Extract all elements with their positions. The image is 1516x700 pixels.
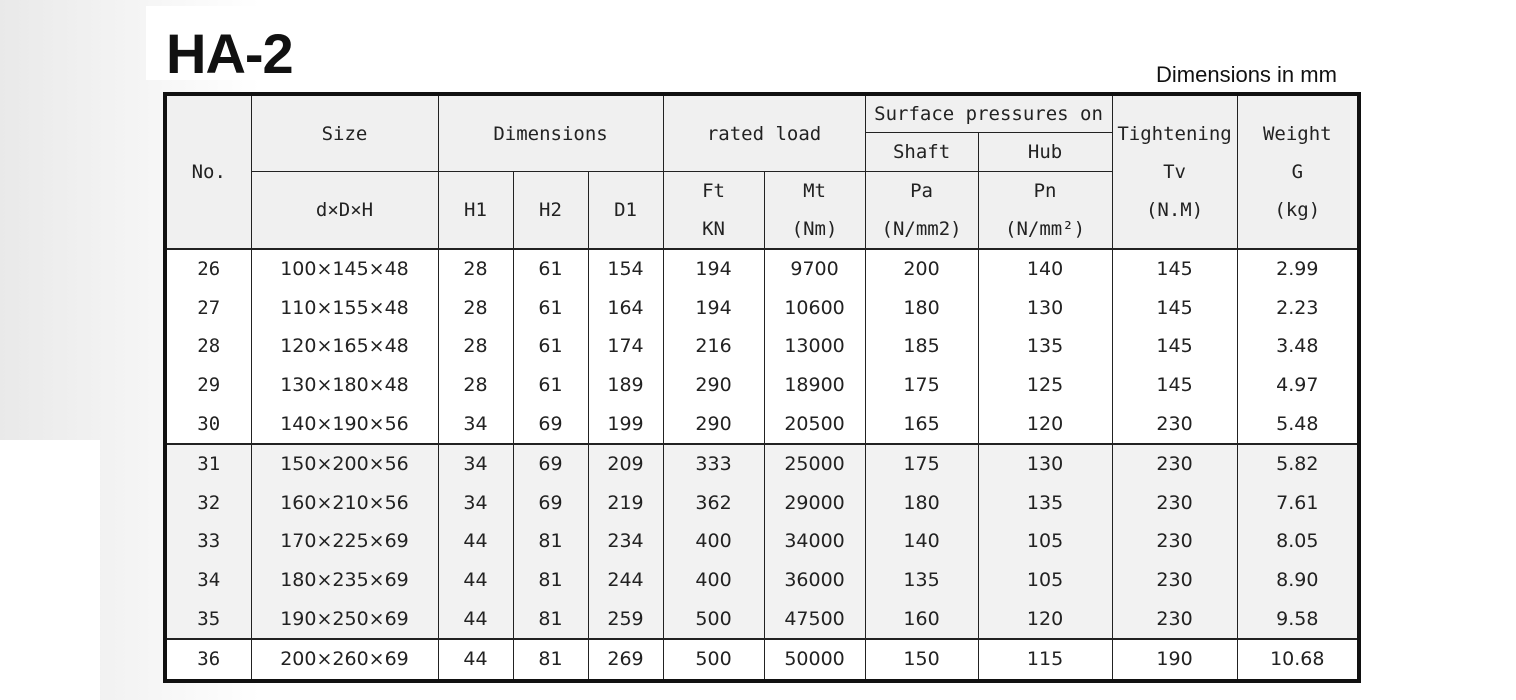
- table-cell: 160×210×56: [251, 484, 438, 523]
- table-cell: 130: [978, 444, 1112, 484]
- table-cell: 120×165×48: [251, 327, 438, 366]
- table-cell: 44: [438, 561, 513, 600]
- header-no: No.: [165, 94, 251, 249]
- table-cell: 5.48: [1237, 404, 1359, 444]
- table-cell: 2.99: [1237, 249, 1359, 289]
- table-cell: 180×235×69: [251, 561, 438, 600]
- header-weight: [1237, 94, 1359, 249]
- header-pa-label: Pa: [910, 180, 933, 202]
- table-cell: 9.58: [1237, 599, 1359, 639]
- table-cell: 145: [1112, 249, 1237, 289]
- table-cell: 120: [978, 599, 1112, 639]
- table-cell: 230: [1112, 599, 1237, 639]
- table-cell: 30: [165, 404, 251, 444]
- header-mt-label: Mt: [803, 180, 826, 202]
- header-tightening-symbol: Tv: [1163, 161, 1186, 183]
- table-row: [165, 639, 1359, 681]
- header-h1: H1: [438, 172, 513, 250]
- table-cell: 69: [513, 484, 588, 523]
- table-cell: 36: [165, 639, 251, 681]
- table-cell: 145: [1112, 366, 1237, 405]
- table-cell: 25000: [764, 444, 865, 484]
- table-cell: 18900: [764, 366, 865, 405]
- table-cell: 164: [588, 289, 663, 328]
- table-cell: 29000: [764, 484, 865, 523]
- table-cell: 7.61: [1237, 484, 1359, 523]
- table-cell: 244: [588, 561, 663, 600]
- table-cell: 44: [438, 522, 513, 561]
- header-pn-label: Pn: [1033, 180, 1057, 202]
- table-cell: 81: [513, 639, 588, 681]
- table-cell: 3.48: [1237, 327, 1359, 366]
- header-ft-unit: KN: [702, 218, 725, 240]
- table-row: [165, 484, 1359, 523]
- page-title: HA-2: [166, 22, 293, 85]
- table-cell: 230: [1112, 404, 1237, 444]
- table-group-1: [165, 249, 1359, 444]
- table-cell: 28: [438, 289, 513, 328]
- table-cell: 115: [978, 639, 1112, 681]
- table-cell: 61: [513, 327, 588, 366]
- header-mt-unit: (Nm): [791, 218, 838, 240]
- table-cell: 145: [1112, 327, 1237, 366]
- header-ft-label: Ft: [702, 180, 725, 202]
- table-cell: 4.97: [1237, 366, 1359, 405]
- table-cell: 140×190×56: [251, 404, 438, 444]
- header-shaft: Shaft: [865, 133, 978, 172]
- header-surface-pressures: Surface pressures on: [865, 94, 1112, 133]
- table-cell: 110×155×48: [251, 289, 438, 328]
- table-cell: 69: [513, 404, 588, 444]
- header-size: Size: [251, 94, 438, 172]
- table-row: [165, 444, 1359, 484]
- table-cell: 209: [588, 444, 663, 484]
- table-cell: 26: [165, 249, 251, 289]
- table-cell: 28: [165, 327, 251, 366]
- background-panel: [0, 440, 100, 700]
- table-cell: 34000: [764, 522, 865, 561]
- table-cell: 61: [513, 249, 588, 289]
- table-cell: 175: [865, 366, 978, 405]
- table-cell: 140: [865, 522, 978, 561]
- header-d1: D1: [588, 172, 663, 250]
- table-cell: 175: [865, 444, 978, 484]
- table-row: [165, 404, 1359, 444]
- table-cell: 61: [513, 289, 588, 328]
- header-pn-unit: (N/mm²): [1005, 218, 1086, 240]
- table-cell: 190: [1112, 639, 1237, 681]
- table-row: [165, 289, 1359, 328]
- table-cell: 8.90: [1237, 561, 1359, 600]
- table-cell: 81: [513, 561, 588, 600]
- table-cell: 219: [588, 484, 663, 523]
- table-cell: 47500: [764, 599, 865, 639]
- table-row: [165, 561, 1359, 600]
- table-cell: 61: [513, 366, 588, 405]
- header-hub: Hub: [978, 133, 1112, 172]
- table-cell: 194: [663, 289, 764, 328]
- table-cell: 130: [978, 289, 1112, 328]
- table-cell: 170×225×69: [251, 522, 438, 561]
- table-cell: 180: [865, 289, 978, 328]
- units-note: Dimensions in mm: [1156, 62, 1337, 87]
- table-cell: 216: [663, 327, 764, 366]
- table-header: [165, 94, 1359, 249]
- table-cell: 189: [588, 366, 663, 405]
- table-cell: 105: [978, 522, 1112, 561]
- header-tightening-label: Tightening: [1117, 123, 1232, 145]
- table-cell: 5.82: [1237, 444, 1359, 484]
- table-cell: 145: [1112, 289, 1237, 328]
- table-cell: 100×145×48: [251, 249, 438, 289]
- table-group-3: [165, 639, 1359, 681]
- table-cell: 9700: [764, 249, 865, 289]
- table-cell: 81: [513, 599, 588, 639]
- table-cell: 362: [663, 484, 764, 523]
- header-mt: [764, 172, 865, 250]
- table-cell: 10.68: [1237, 639, 1359, 681]
- table-cell: 154: [588, 249, 663, 289]
- table-row: [165, 327, 1359, 366]
- table-row: [165, 366, 1359, 405]
- table-cell: 135: [865, 561, 978, 600]
- table-group-2: [165, 444, 1359, 639]
- table-cell: 400: [663, 522, 764, 561]
- table-cell: 199: [588, 404, 663, 444]
- table-cell: 34: [438, 404, 513, 444]
- header-dimensions: Dimensions: [438, 94, 663, 172]
- table-row: [165, 522, 1359, 561]
- header-pn: [978, 172, 1112, 250]
- header-tightening: [1112, 94, 1237, 249]
- header-pa: [865, 172, 978, 250]
- table-cell: 28: [438, 249, 513, 289]
- table-cell: 69: [513, 444, 588, 484]
- table-cell: 28: [438, 327, 513, 366]
- table-cell: 160: [865, 599, 978, 639]
- table-cell: 27: [165, 289, 251, 328]
- table-cell: 36000: [764, 561, 865, 600]
- table-cell: 500: [663, 639, 764, 681]
- table-cell: 135: [978, 484, 1112, 523]
- table-cell: 165: [865, 404, 978, 444]
- table-cell: 200×260×69: [251, 639, 438, 681]
- table-cell: 44: [438, 599, 513, 639]
- table-cell: 174: [588, 327, 663, 366]
- table-cell: 135: [978, 327, 1112, 366]
- header-pa-unit: (N/mm2): [881, 218, 962, 240]
- table-cell: 35: [165, 599, 251, 639]
- header-h2: H2: [513, 172, 588, 250]
- table-cell: 125: [978, 366, 1112, 405]
- table-cell: 31: [165, 444, 251, 484]
- spec-table: [163, 92, 1361, 683]
- table-cell: 13000: [764, 327, 865, 366]
- table-cell: 269: [588, 639, 663, 681]
- header-ft: [663, 172, 764, 250]
- table-cell: 230: [1112, 522, 1237, 561]
- header-weight-label: Weight: [1262, 123, 1332, 145]
- table-cell: 34: [165, 561, 251, 600]
- table-cell: 50000: [764, 639, 865, 681]
- table-cell: 10600: [764, 289, 865, 328]
- table-cell: 180: [865, 484, 978, 523]
- header-size-formula: d×D×H: [251, 172, 438, 250]
- header-weight-symbol: G: [1291, 161, 1304, 183]
- table-cell: 34: [438, 444, 513, 484]
- table-cell: 190×250×69: [251, 599, 438, 639]
- table-cell: 120: [978, 404, 1112, 444]
- table-cell: 185: [865, 327, 978, 366]
- table-cell: 140: [978, 249, 1112, 289]
- table-cell: 8.05: [1237, 522, 1359, 561]
- table-cell: 2.23: [1237, 289, 1359, 328]
- table-row: [165, 249, 1359, 289]
- table-cell: 33: [165, 522, 251, 561]
- table-cell: 194: [663, 249, 764, 289]
- table-cell: 130×180×48: [251, 366, 438, 405]
- table-cell: 230: [1112, 561, 1237, 600]
- table-cell: 34: [438, 484, 513, 523]
- table-cell: 28: [438, 366, 513, 405]
- table-cell: 333: [663, 444, 764, 484]
- table-row: [165, 599, 1359, 639]
- table-cell: 29: [165, 366, 251, 405]
- table-cell: 105: [978, 561, 1112, 600]
- table-cell: 234: [588, 522, 663, 561]
- table-cell: 20500: [764, 404, 865, 444]
- table-cell: 259: [588, 599, 663, 639]
- table-cell: 150×200×56: [251, 444, 438, 484]
- header-weight-unit: (kg): [1274, 199, 1321, 221]
- header-tightening-unit: (N.M): [1145, 199, 1204, 221]
- table-cell: 230: [1112, 444, 1237, 484]
- table-cell: 81: [513, 522, 588, 561]
- table-cell: 290: [663, 404, 764, 444]
- table-cell: 400: [663, 561, 764, 600]
- table-cell: 32: [165, 484, 251, 523]
- table-cell: 230: [1112, 484, 1237, 523]
- table-cell: 290: [663, 366, 764, 405]
- table-cell: 200: [865, 249, 978, 289]
- header-rated-load: rated load: [663, 94, 865, 172]
- table-cell: 500: [663, 599, 764, 639]
- table-cell: 44: [438, 639, 513, 681]
- table-cell: 150: [865, 639, 978, 681]
